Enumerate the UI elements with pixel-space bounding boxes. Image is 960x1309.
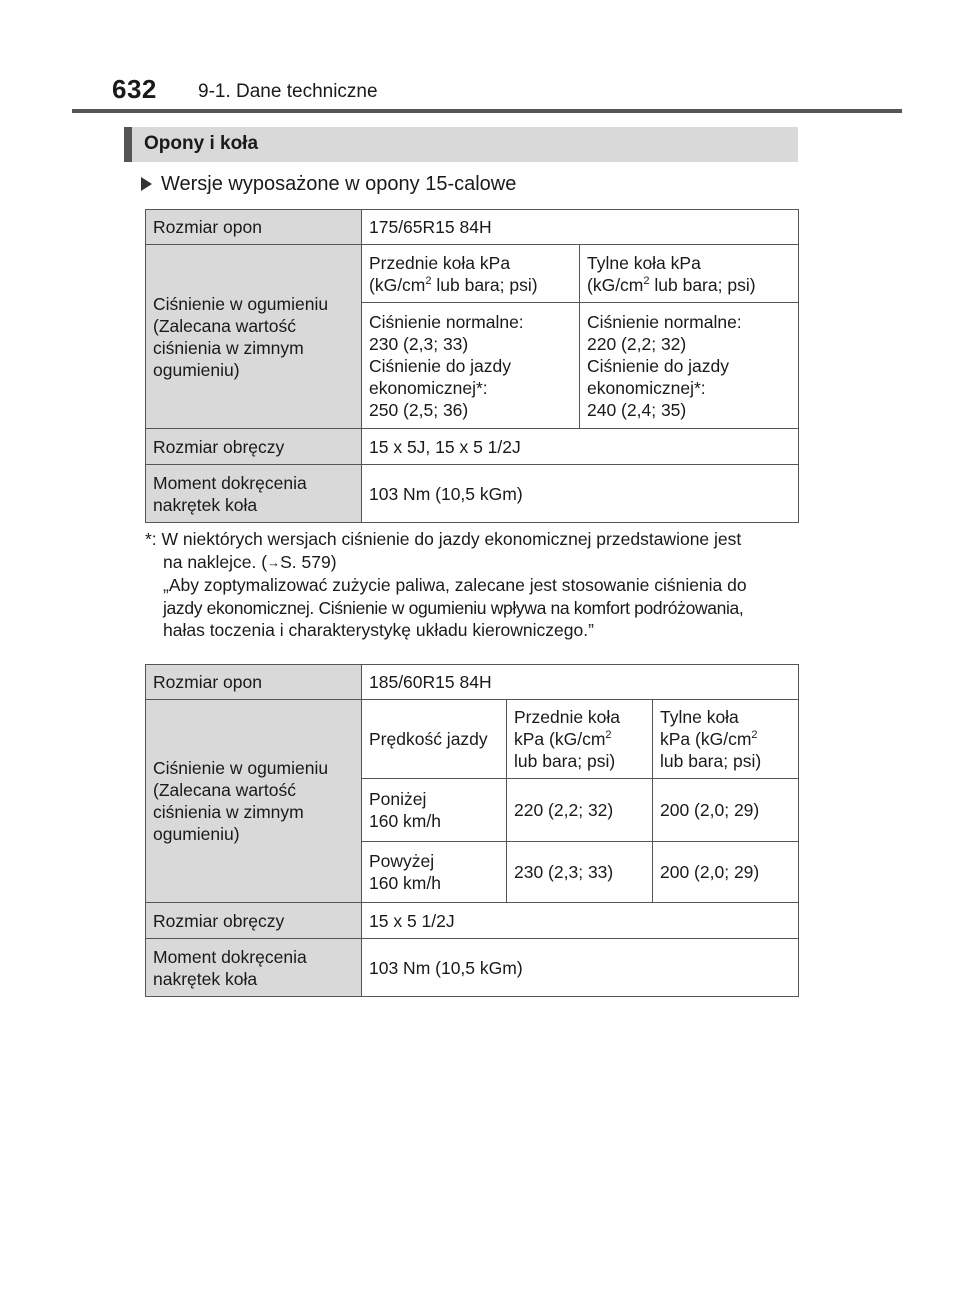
table-row (146, 429, 799, 465)
pressure-label: Ciśnienie w ogumieniu (Zalecana wartość ciśnienia w zimnym ogumieniu) (146, 245, 362, 429)
header-divider (72, 109, 902, 113)
footnote (145, 528, 800, 642)
rear-wheels-header: Tylne koła kPa ($kG/cm^2$ lub bara; psi) (580, 245, 799, 303)
page-number: 632 (112, 74, 157, 104)
front-wheels-header: Przednie koła kPa ($kG/cm^2$ lub bara; psi) (507, 700, 653, 779)
speed-below-160: Poniżej 160 km/h (362, 779, 507, 842)
footnote-line: „Aby zoptymalizować zużycie paliwa, zalecane jest stosowanie ciśnienia do (163, 575, 747, 595)
tire-size-value: 175/65R15 84H (362, 210, 799, 245)
speed-above-160: Powyżej 160 km/h (362, 842, 507, 903)
table-row (146, 939, 799, 997)
pressure-label: Ciśnienie w ogumieniu (Zalecana wartość ciśnienia w zimnym ogumieniu) (146, 700, 362, 903)
front-pressure-below: 220 (2,2; 32) (507, 779, 653, 842)
rim-size-value: 15 x 5 1/2J (362, 903, 799, 939)
torque-label: Moment dokręcenia nakrętek koła (146, 465, 362, 523)
torque-value: 103 Nm (10,5 kGm) (362, 465, 799, 523)
rear-pressure-below: 200 (2,0; 29) (653, 779, 799, 842)
table-row (146, 665, 799, 700)
tire-size-label: Rozmiar opon (146, 210, 362, 245)
torque-label: Moment dokręcenia nakrętek koła (146, 939, 362, 997)
tire-size-value: 185/60R15 84H (362, 665, 799, 700)
front-pressure-values: Ciśnienie normalne: 230 (2,3; 33) Ciśnienie do jazdy ekonomicznej*: 250 (2,5; 36) (362, 303, 580, 429)
bullet-text: Wersje wyposażone w opony 15-calowe (161, 173, 517, 195)
table-row (146, 465, 799, 523)
rim-size-label: Rozmiar obręczy (146, 903, 362, 939)
tire-spec-table-15in-175 (145, 209, 799, 523)
chapter-title: 9-1. Dane techniczne (198, 81, 378, 102)
bullet-item (141, 173, 516, 196)
torque-value: 103 Nm (10,5 kGm) (362, 939, 799, 997)
table-row (146, 700, 799, 779)
section-heading-label: Opony i koła (144, 133, 259, 154)
rear-pressure-above: 200 (2,0; 29) (653, 842, 799, 903)
tire-size-label: Rozmiar opon (146, 665, 362, 700)
front-pressure-above: 230 (2,3; 33) (507, 842, 653, 903)
footnote-line: na naklejce. (→S. 579) (163, 551, 337, 572)
section-heading (124, 127, 798, 162)
front-wheels-header: Przednie koła kPa ($kG/cm^2$ lub bara; psi) (362, 245, 580, 303)
page-header (0, 0, 960, 112)
rear-wheels-header: Tylne koła kPa ($kG/cm^2$ lub bara; psi) (653, 700, 799, 779)
footnote-line: hałas toczenia i charakterystykę układu kierowniczego.” (163, 620, 594, 640)
footnote-line: jazdy ekonomicznej. Ciśnienie w ogumieniu wpływa na komfort podróżowania, (163, 597, 744, 618)
table-row (146, 903, 799, 939)
rear-pressure-values: Ciśnienie normalne: 220 (2,2; 32) Ciśnienie do jazdy ekonomicznej*: 240 (2,4; 35) (580, 303, 799, 429)
tire-spec-table-15in-185 (145, 664, 799, 997)
footnote-line: *: W niektórych wersjach ciśnienie do jazdy ekonomicznej przedstawione jest (145, 529, 742, 549)
table-row (146, 245, 799, 303)
arrow-right-icon: → (267, 554, 281, 570)
rim-size-value: 15 x 5J, 15 x 5 1/2J (362, 429, 799, 465)
table-row (146, 210, 799, 245)
speed-header: Prędkość jazdy (362, 700, 507, 779)
rim-size-label: Rozmiar obręczy (146, 429, 362, 465)
triangle-bullet-icon (141, 177, 152, 191)
